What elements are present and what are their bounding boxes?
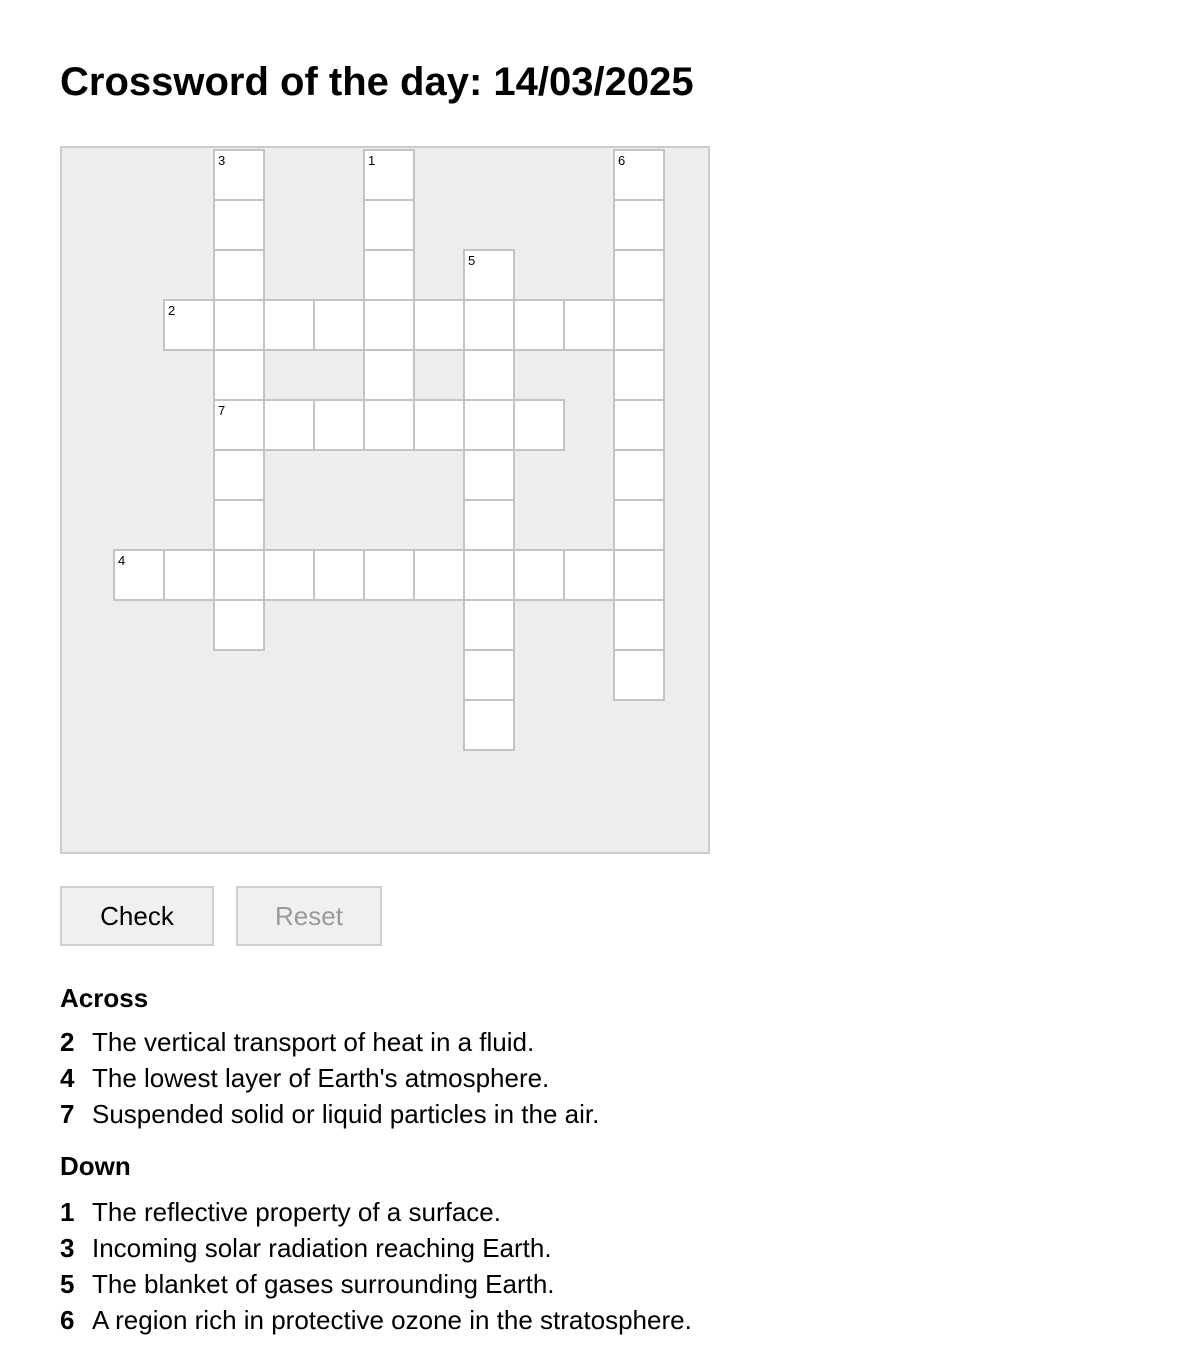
- grid-cell[interactable]: [313, 399, 365, 451]
- grid-cell[interactable]: [613, 349, 665, 401]
- grid-cell[interactable]: [463, 249, 515, 301]
- grid-cell[interactable]: [613, 299, 665, 351]
- across-clue: [60, 1096, 1160, 1132]
- grid-cell[interactable]: [163, 549, 215, 601]
- grid-cell[interactable]: [263, 399, 315, 451]
- clue-text: The reflective property of a surface.: [92, 1197, 501, 1227]
- grid-cell[interactable]: [613, 449, 665, 501]
- check-button[interactable]: Check: [60, 886, 214, 946]
- grid-cell[interactable]: [513, 399, 565, 451]
- clue-number: 3: [60, 1233, 75, 1263]
- grid-cell[interactable]: [213, 499, 265, 551]
- clue-text: Suspended solid or liquid particles in the air.: [92, 1099, 600, 1129]
- clue-number: 4: [60, 1063, 75, 1093]
- grid-cell[interactable]: [313, 549, 365, 601]
- down-clue: [60, 1302, 1160, 1338]
- across-clue-list: [60, 1024, 1160, 1132]
- grid-cell[interactable]: [363, 399, 415, 451]
- down-clue: [60, 1194, 1160, 1230]
- clue-text: The blanket of gases surrounding Earth.: [92, 1269, 555, 1299]
- grid-cell[interactable]: [513, 299, 565, 351]
- across-clue: [60, 1060, 1160, 1096]
- grid-cell[interactable]: [463, 299, 515, 351]
- grid-cell[interactable]: [363, 249, 415, 301]
- grid-cell[interactable]: [413, 549, 465, 601]
- grid-cell[interactable]: [463, 549, 515, 601]
- grid-cell[interactable]: [413, 299, 465, 351]
- grid-cell[interactable]: [263, 299, 315, 351]
- clue-number: 6: [60, 1305, 75, 1335]
- clue-text: A region rich in protective ozone in the stratosphere.: [92, 1305, 692, 1335]
- crossword-grid: [60, 146, 710, 854]
- grid-cell[interactable]: [613, 599, 665, 651]
- grid-cell[interactable]: [463, 699, 515, 751]
- grid-cell[interactable]: [613, 649, 665, 701]
- grid-cell[interactable]: [213, 599, 265, 651]
- clue-text: The vertical transport of heat in a fluid.: [92, 1027, 535, 1057]
- cell-number: 3: [218, 153, 226, 168]
- grid-cell[interactable]: [313, 299, 365, 351]
- grid-cell[interactable]: [463, 449, 515, 501]
- grid-cell[interactable]: [463, 349, 515, 401]
- grid-cell[interactable]: [213, 449, 265, 501]
- grid-cell[interactable]: [363, 199, 415, 251]
- grid-cell[interactable]: [463, 499, 515, 551]
- cell-number: 2: [168, 303, 176, 318]
- clue-number: 5: [60, 1269, 75, 1299]
- grid-cell[interactable]: [613, 249, 665, 301]
- grid-cell[interactable]: [413, 399, 465, 451]
- cell-number: 6: [618, 153, 626, 168]
- grid-cell[interactable]: [363, 299, 415, 351]
- grid-cell[interactable]: [213, 199, 265, 251]
- page-title: Crossword of the day: 14/03/2025: [60, 60, 694, 104]
- grid-cell[interactable]: [563, 299, 615, 351]
- grid-cell[interactable]: [613, 149, 665, 201]
- cell-number: 5: [468, 253, 476, 268]
- clue-text: Incoming solar radiation reaching Earth.: [92, 1233, 552, 1263]
- cell-number: 4: [118, 553, 126, 568]
- grid-cell[interactable]: [463, 399, 515, 451]
- grid-cell[interactable]: [613, 199, 665, 251]
- grid-cell[interactable]: [463, 649, 515, 701]
- clue-number: 7: [60, 1099, 75, 1129]
- grid-cell[interactable]: [363, 349, 415, 401]
- grid-cell[interactable]: [213, 549, 265, 601]
- down-clue-list: [60, 1194, 1160, 1338]
- grid-cell[interactable]: [113, 549, 165, 601]
- down-heading: Down: [60, 1151, 131, 1181]
- down-clue: [60, 1230, 1160, 1266]
- grid-cell[interactable]: [213, 299, 265, 351]
- grid-cell[interactable]: [163, 299, 215, 351]
- grid-cell[interactable]: [613, 549, 665, 601]
- across-heading: Across: [60, 983, 149, 1013]
- grid-cell[interactable]: [213, 149, 265, 201]
- grid-cell[interactable]: [213, 349, 265, 401]
- down-clue: [60, 1266, 1160, 1302]
- grid-cell[interactable]: [463, 599, 515, 651]
- clue-number: 2: [60, 1027, 75, 1057]
- cell-number: 1: [368, 153, 376, 168]
- grid-cell[interactable]: [363, 149, 415, 201]
- grid-cell[interactable]: [263, 549, 315, 601]
- clue-text: The lowest layer of Earth's atmosphere.: [92, 1063, 550, 1093]
- clue-number: 1: [60, 1197, 75, 1227]
- grid-cell[interactable]: [363, 549, 415, 601]
- reset-button[interactable]: Reset: [236, 886, 382, 946]
- across-clue: [60, 1024, 1160, 1060]
- grid-cell[interactable]: [613, 399, 665, 451]
- grid-cell[interactable]: [213, 249, 265, 301]
- cell-number: 7: [218, 403, 226, 418]
- grid-cell[interactable]: [213, 399, 265, 451]
- grid-cell[interactable]: [563, 549, 615, 601]
- grid-cell[interactable]: [513, 549, 565, 601]
- grid-cell[interactable]: [613, 499, 665, 551]
